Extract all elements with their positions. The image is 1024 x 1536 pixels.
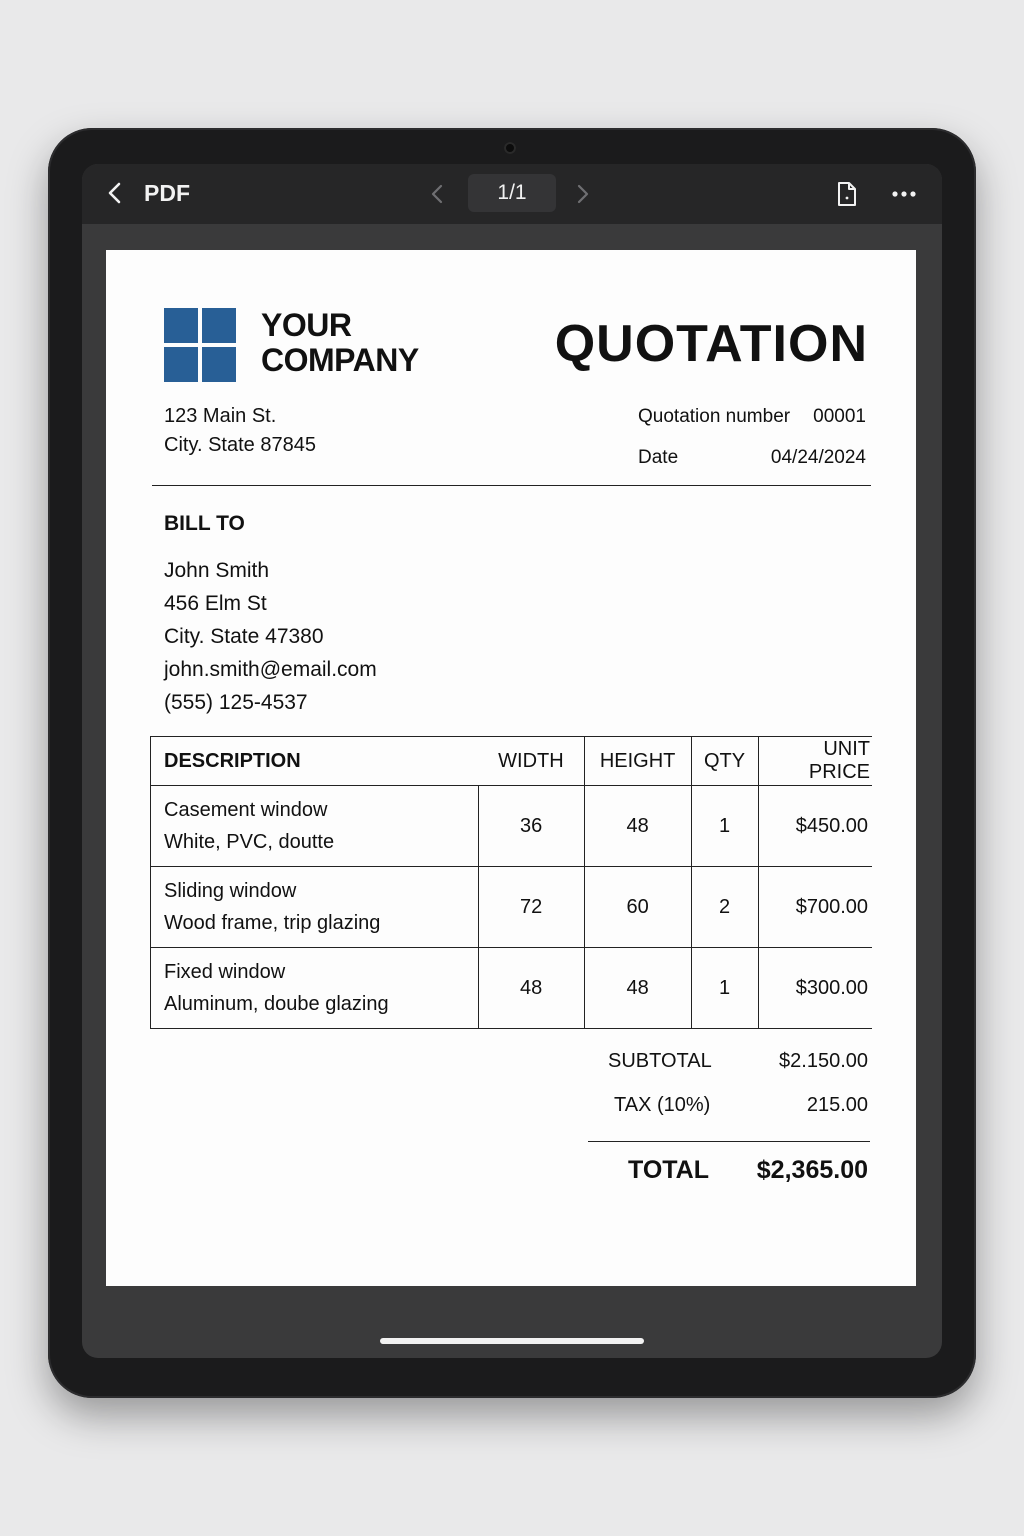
client-city: City. State 47380 bbox=[164, 625, 324, 648]
subtotal-label: SUBTOTAL bbox=[608, 1050, 712, 1072]
item-detail: White, PVC, doutte bbox=[164, 831, 335, 853]
item-width: 36 bbox=[478, 786, 584, 867]
quotation-meta bbox=[638, 406, 866, 488]
viewer-title: PDF bbox=[144, 180, 190, 206]
totals-divider bbox=[588, 1141, 870, 1142]
company-logo bbox=[164, 308, 236, 384]
client-street: 456 Elm St bbox=[164, 592, 267, 615]
item-description bbox=[151, 867, 479, 948]
item-price: $450.00 bbox=[758, 786, 872, 867]
company-name-line1: YOUR bbox=[261, 307, 352, 343]
table-header-row bbox=[151, 737, 873, 786]
subtotal-value: $2.150.00 bbox=[779, 1050, 868, 1072]
quotation-number: 00001 bbox=[813, 406, 866, 427]
item-detail: Wood frame, trip glazing bbox=[164, 912, 381, 934]
divider bbox=[152, 485, 871, 486]
client-phone: (555) 125-4537 bbox=[164, 691, 308, 714]
header-width: WIDTH bbox=[478, 737, 584, 786]
table-row bbox=[151, 786, 873, 867]
home-indicator[interactable] bbox=[380, 1338, 644, 1344]
item-qty: 2 bbox=[691, 867, 758, 948]
address-line2: City. State 87845 bbox=[164, 434, 316, 456]
item-qty: 1 bbox=[691, 948, 758, 1029]
screen bbox=[82, 164, 942, 1358]
item-name: Fixed window bbox=[164, 961, 286, 983]
header-qty: QTY bbox=[691, 737, 758, 786]
tax-label: TAX (10%) bbox=[614, 1094, 711, 1116]
date-value: 04/24/2024 bbox=[770, 447, 866, 468]
item-description bbox=[151, 948, 479, 1029]
table-row bbox=[151, 867, 873, 948]
header-description: DESCRIPTION bbox=[151, 737, 479, 786]
item-price: $300.00 bbox=[758, 948, 872, 1029]
item-height: 60 bbox=[584, 867, 691, 948]
bill-to-heading: BILL TO bbox=[164, 512, 245, 535]
camera bbox=[504, 142, 516, 154]
company-address bbox=[164, 402, 316, 460]
item-height: 48 bbox=[584, 786, 691, 867]
page-indicator[interactable]: 1/1 bbox=[468, 174, 556, 212]
total-value: $2,365.00 bbox=[756, 1156, 868, 1184]
items-table bbox=[150, 736, 872, 1029]
item-qty: 1 bbox=[691, 786, 758, 867]
item-price: $700.00 bbox=[758, 867, 872, 948]
company-name bbox=[261, 308, 419, 378]
company-name-line2: COMPANY bbox=[261, 342, 419, 378]
pdf-toolbar bbox=[82, 164, 942, 224]
item-name: Casement window bbox=[164, 799, 328, 821]
tax-value: 215.00 bbox=[806, 1094, 868, 1116]
document-icon[interactable] bbox=[834, 180, 860, 208]
date-label: Date bbox=[638, 447, 679, 468]
client-email: john.smith@email.com bbox=[164, 658, 377, 681]
more-horizontal-icon[interactable] bbox=[890, 182, 918, 206]
header-height: HEIGHT bbox=[584, 737, 691, 786]
item-detail: Aluminum, doube glazing bbox=[164, 993, 389, 1015]
item-height: 48 bbox=[584, 948, 691, 1029]
next-page-icon[interactable] bbox=[572, 180, 592, 208]
bill-to-block bbox=[164, 554, 377, 719]
item-name: Sliding window bbox=[164, 880, 297, 902]
totals-block bbox=[588, 1050, 870, 1190]
pdf-page bbox=[106, 250, 916, 1286]
previous-page-icon[interactable] bbox=[428, 180, 448, 208]
chevron-left-icon[interactable] bbox=[104, 178, 128, 208]
quotation-number-label: Quotation number bbox=[638, 406, 791, 427]
table-row bbox=[151, 948, 873, 1029]
document-title: QUOTATION bbox=[554, 315, 868, 373]
tablet-device bbox=[48, 128, 976, 1398]
address-line1: 123 Main St. bbox=[164, 405, 277, 427]
client-name: John Smith bbox=[164, 559, 270, 582]
item-width: 48 bbox=[478, 948, 584, 1029]
item-description bbox=[151, 786, 479, 867]
header-unit-price: UNIT PRICE bbox=[758, 737, 872, 786]
total-label: TOTAL bbox=[628, 1156, 710, 1184]
item-width: 72 bbox=[478, 867, 584, 948]
